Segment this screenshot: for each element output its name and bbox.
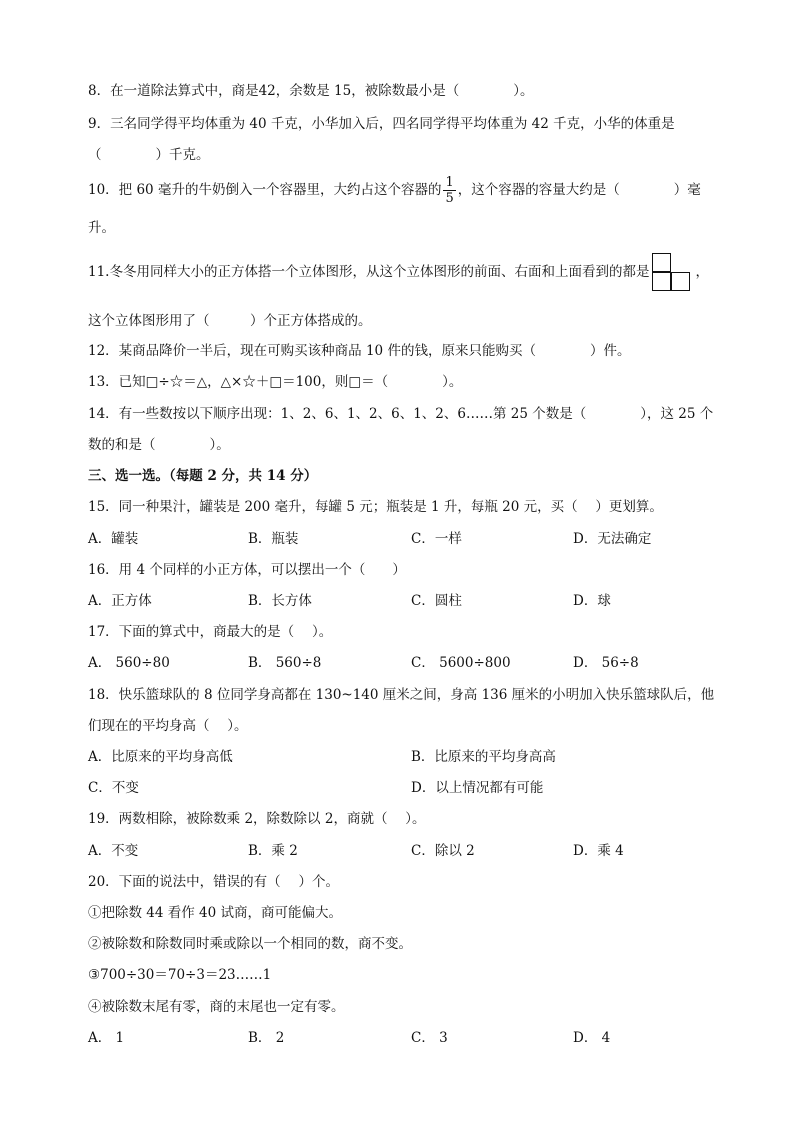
question-20: 20．下面的说法中，错误的有（ ）个。 (88, 874, 339, 890)
q18-option-b: B．比原来的平均身高高 (411, 749, 556, 765)
q20-option-d: D． 4 (573, 1030, 611, 1046)
question-10-line-2: 升。 (88, 220, 115, 236)
question-10-text-b: ，这个容器的容量大约是（ ）毫 (457, 182, 701, 198)
q20-option-b: B． 2 (248, 1030, 285, 1046)
view-square-bottom-right (671, 272, 690, 291)
q17-option-b: B． 560÷8 (248, 655, 322, 671)
q18-option-a: A．比原来的平均身高低 (88, 749, 233, 765)
section-3-heading: 三、选一选。（每题 2 分，共 14 分） (88, 468, 318, 484)
q15-option-b: B．瓶装 (248, 531, 299, 547)
q15-option-c: C．一样 (411, 531, 462, 547)
question-9-line-1: 9．三名同学得平均体重为 40 千克，小华加入后，四名同学得平均体重为 42 千克，小华的体重是 (88, 116, 675, 132)
question-8: 8．在一道除法算式中，商是42，余数是 15，被除数最小是（ ）。 (88, 83, 534, 99)
question-17: 17．下面的算式中，商最大的是（ ）。 (88, 624, 333, 640)
view-square-top (652, 253, 671, 272)
question-18-line-2: 们现在的平均身高（ ）。 (88, 718, 248, 734)
q19-option-d: D．乘 4 (573, 843, 624, 859)
q20-option-a: A． 1 (88, 1030, 125, 1046)
q19-option-b: B．乘 2 (248, 843, 298, 859)
question-19: 19．两数相除，被除数乘 2，除数除以 2，商就（ ）。 (88, 811, 426, 827)
question-13: 13．已知□÷☆＝△，△×☆＋□＝100，则□＝（ ）。 (88, 374, 463, 390)
q20-statement-1: ①把除数 44 看作 40 试商，商可能偏大。 (88, 905, 343, 921)
question-18-line-1: 18．快乐篮球队的 8 位同学身高都在 130~140 厘米之间，身高 136 厘米的小明加入快乐篮球队后，他 (88, 687, 715, 703)
q20-statement-3: ③700÷30＝70÷3＝23……1 (88, 967, 272, 983)
q17-option-c: C． 5600÷800 (411, 655, 511, 671)
q17-option-a: A． 560÷80 (88, 655, 170, 671)
q19-option-c: C．除以 2 (411, 843, 475, 859)
question-11-text-b: ， (695, 264, 709, 280)
question-9-line-2: （ ）千克。 (88, 147, 210, 163)
question-14-line-2: 数的和是（ ）。 (88, 437, 230, 453)
question-10-line-1 (88, 170, 701, 210)
question-14-line-1: 14．有一些数按以下顺序出现：1、2、6、1、2、6、1、2、6……第 25 个数是（ ），这 25 个 (88, 406, 714, 422)
fraction-denominator: 5 (445, 191, 454, 206)
q16-option-d: D．球 (573, 593, 611, 609)
q19-option-a: A．不变 (88, 843, 139, 859)
q20-option-c: C． 3 (411, 1030, 448, 1046)
q16-option-c: C．圆柱 (411, 593, 462, 609)
q16-option-b: B．长方体 (248, 593, 312, 609)
question-12: 12．某商品降价一半后，现在可购买该种商品 10 件的钱，原来只能购买（ ）件。 (88, 343, 631, 359)
q20-statement-2: ②被除数和除数同时乘或除以一个相同的数，商不变。 (88, 936, 412, 952)
q17-option-d: D． 56÷8 (573, 655, 639, 671)
q16-option-a: A．正方体 (88, 593, 152, 609)
q20-statement-4: ④被除数末尾有零，商的末尾也一定有零。 (88, 999, 345, 1015)
three-square-view-figure (652, 253, 692, 293)
q18-option-d: D．以上情况都有可能 (411, 780, 544, 796)
question-15: 15．同一种果汁，罐装是 200 毫升，每罐 5 元；瓶装是 1 升，每瓶 20 元，买（ ）更划算。 (88, 499, 663, 515)
question-10-text-a: 10．把 60 毫升的牛奶倒入一个容器里，大约占这个容器的 (88, 182, 442, 198)
q18-option-c: C．不变 (88, 780, 139, 796)
q15-option-a: A．罐装 (88, 531, 139, 547)
question-11-text-a: 11.冬冬用同样大小的正方体搭一个立体图形，从这个立体图形的前面、右面和上面看到的都是 (88, 264, 650, 280)
view-square-bottom-left (652, 272, 671, 291)
q15-option-d: D．无法确定 (573, 531, 652, 547)
fraction-numerator: 1 (445, 175, 454, 190)
question-11-line-1 (88, 252, 709, 293)
question-11-line-2: 这个立体图形用了（ ）个正方体搭成的。 (88, 313, 372, 329)
question-16: 16．用 4 个同样的小正方体，可以摆出一个（ ） (88, 562, 406, 578)
fraction-one-fifth (443, 175, 455, 206)
